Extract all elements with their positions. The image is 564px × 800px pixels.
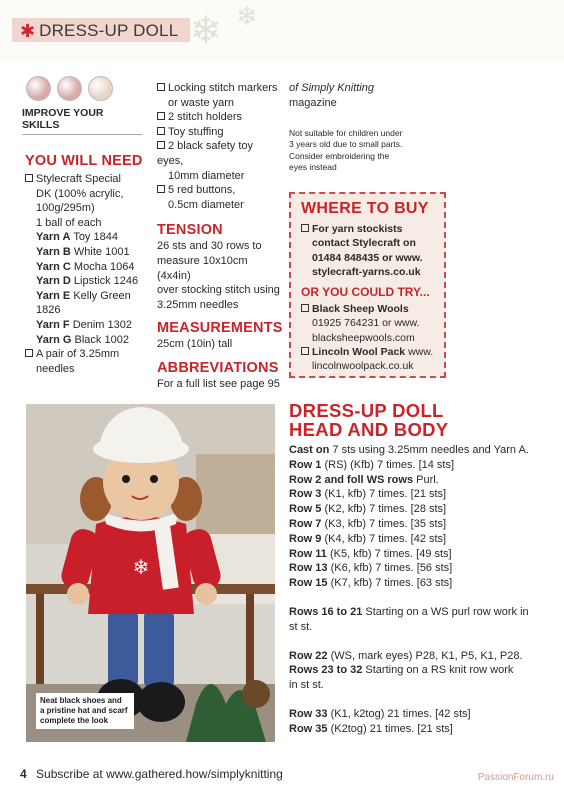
pattern-row: Row 2 and foll WS rows Purl. [289,473,439,486]
pattern-row-cont: st st. [289,620,313,633]
info-column [289,81,449,173]
list-item: 2 black safety toy eyes, [157,140,253,167]
you-will-need-title: YOU WILL NEED [25,153,143,169]
pattern-row: Cast on 7 sts using 3.25mm needles and Yarn A. [289,444,529,456]
list-item: Locking stitch markers [157,81,282,96]
yarn-ball-icon [26,76,51,101]
improve-label: IMPROVE YOUR SKILLS [22,107,104,131]
item-text: 1826 [36,304,61,317]
checkbox-icon [157,112,165,120]
watermark: PassionForum.ru [477,772,554,783]
list-item: 5 red buttons, [157,183,282,198]
abbreviations-text: For a full list see page 95 [157,377,280,390]
tension-text: 26 sts and 30 rows to [157,240,262,253]
item-text: or waste yarn [168,96,235,109]
checkbox-icon [157,127,165,135]
measurements-text: 25cm (10in) tall [157,338,233,351]
magazine-line: magazine [289,96,337,109]
pattern-row: Row 1 (RS) (Kfb) 7 times. [14 sts] [289,458,455,471]
improve-skills [22,76,142,135]
yarn-line: Yarn G Black 1002 [36,333,129,346]
pattern-row: Row 7 (K3, kfb) 7 times. [35 sts] [289,517,447,530]
list-item: A pair of 3.25mm [25,347,153,362]
pattern-subtitle: HEAD AND BODY [289,419,449,440]
notions-column [157,81,282,392]
svg-text:❄: ❄ [132,555,150,579]
pattern-row: Row 33 (K1, k2tog) 21 times. [42 sts] [289,707,471,720]
abbreviations-title: ABBREVIATIONS [157,359,279,376]
pattern-row: Row 5 (K2, kfb) 7 times. [28 sts] [289,503,447,516]
checkbox-icon [25,174,33,182]
item-text: Stylecraft Special [36,173,121,185]
checkbox-icon [157,141,165,149]
checkbox-icon [157,83,165,91]
list-item [25,172,153,187]
magazine-line: of Simply Knitting [289,82,374,94]
subscribe-link[interactable]: Subscribe at www.gathered.how/simplyknitting [36,767,283,781]
doll-illustration [26,404,275,742]
measurements-title: MEASUREMENTS [157,320,283,337]
pattern-section [289,401,544,737]
checkbox-icon [301,224,309,232]
asterisk-icon: ✱ [20,20,36,42]
checkbox-icon [157,185,165,193]
divider [22,134,142,135]
shop-item: Black Sheep Wools 01925 764231 or www. blacksheepwools.com [301,302,436,345]
item-text: DK (100% acrylic, [36,187,124,200]
tension-title: TENSION [157,222,223,239]
checkbox-icon [25,349,33,357]
shop-item: Lincoln Wool Pack www. lincolnwoolpack.co.uk [301,345,436,373]
try-title: OR YOU COULD TRY... [301,285,430,300]
pattern-row-cont: in st st. [289,679,324,692]
item-text: 10mm diameter [168,169,245,182]
checkbox-icon [301,304,309,312]
pattern-row: Row 13 (K6, kfb) 7 times. [56 sts] [289,562,453,575]
pattern-title: DRESS-UP DOLL [289,400,444,421]
safety-note: Not suitable for children under 3 years old due to small parts. Consider embroidering the eyes instead [289,128,403,172]
item-text: 1 ball of each [36,216,102,229]
tension-text: over stocking stitch using [157,284,280,297]
page-number: 4 [20,767,27,781]
snowflake-icon: ❄ [236,2,258,32]
tension-text: 3.25mm needles [157,298,239,311]
pattern-row: Rows 23 to 32 Starting on a RS knit row work [289,664,514,677]
stockists: For yarn stockists contact Stylecraft on 01484 848435 or www. stylecraft-yarns.co.uk [301,222,436,279]
you-will-need [25,153,153,376]
skill-level-icons [26,76,142,101]
pattern-row: Row 22 (WS, mark eyes) P28, K1, P5, K1, P28. [289,649,523,662]
pattern-row: Rows 16 to 21 Starting on a WS purl row work in [289,605,529,618]
header-band [0,0,564,62]
checkbox-icon [301,347,309,355]
section-tab [12,18,190,42]
pattern-row: Row 11 (K5, kfb) 7 times. [49 sts] [289,547,452,560]
yarn-line: Yarn C Mocha 1064 [36,260,135,273]
where-to-buy-box [289,192,446,378]
yarn-line: Yarn E Kelly Green [36,289,131,302]
pattern-row: Row 35 (K2tog) 21 times. [21 sts] [289,722,453,735]
doll-photo [26,404,275,742]
item-text: 0.5cm diameter [168,198,244,211]
footer [20,767,283,781]
photo-caption: Neat black shoes and a pristine hat and scarf complete the look [36,693,134,729]
section-title: DRESS-UP DOLL [39,21,179,40]
where-to-buy-title: WHERE TO BUY [301,200,429,217]
item-text: 100g/295m) [36,202,95,215]
pattern-rows [289,443,544,591]
pattern-row: Row 9 (K4, kfb) 7 times. [42 sts] [289,532,447,545]
item-text: needles [36,362,75,375]
list-item: 2 stitch holders [157,110,282,125]
pattern-row: Row 3 (K1, kfb) 7 times. [21 sts] [289,488,447,501]
yarn-line: Yarn D Lipstick 1246 [36,275,139,288]
yarn-line: Yarn F Denim 1302 [36,318,133,331]
yarn-ball-icon [57,76,82,101]
yarn-ball-icon [88,76,113,101]
yarn-line: Yarn B White 1001 [36,245,130,258]
pattern-row: Row 15 (K7, kfb) 7 times. [63 sts] [289,577,453,590]
list-item: Toy stuffing [157,125,282,140]
yarn-line: Yarn A Toy 1844 [36,231,118,244]
snowflake-icon: ❄ [190,8,222,52]
tension-text: measure 10x10cm (4x4in) [157,254,248,282]
